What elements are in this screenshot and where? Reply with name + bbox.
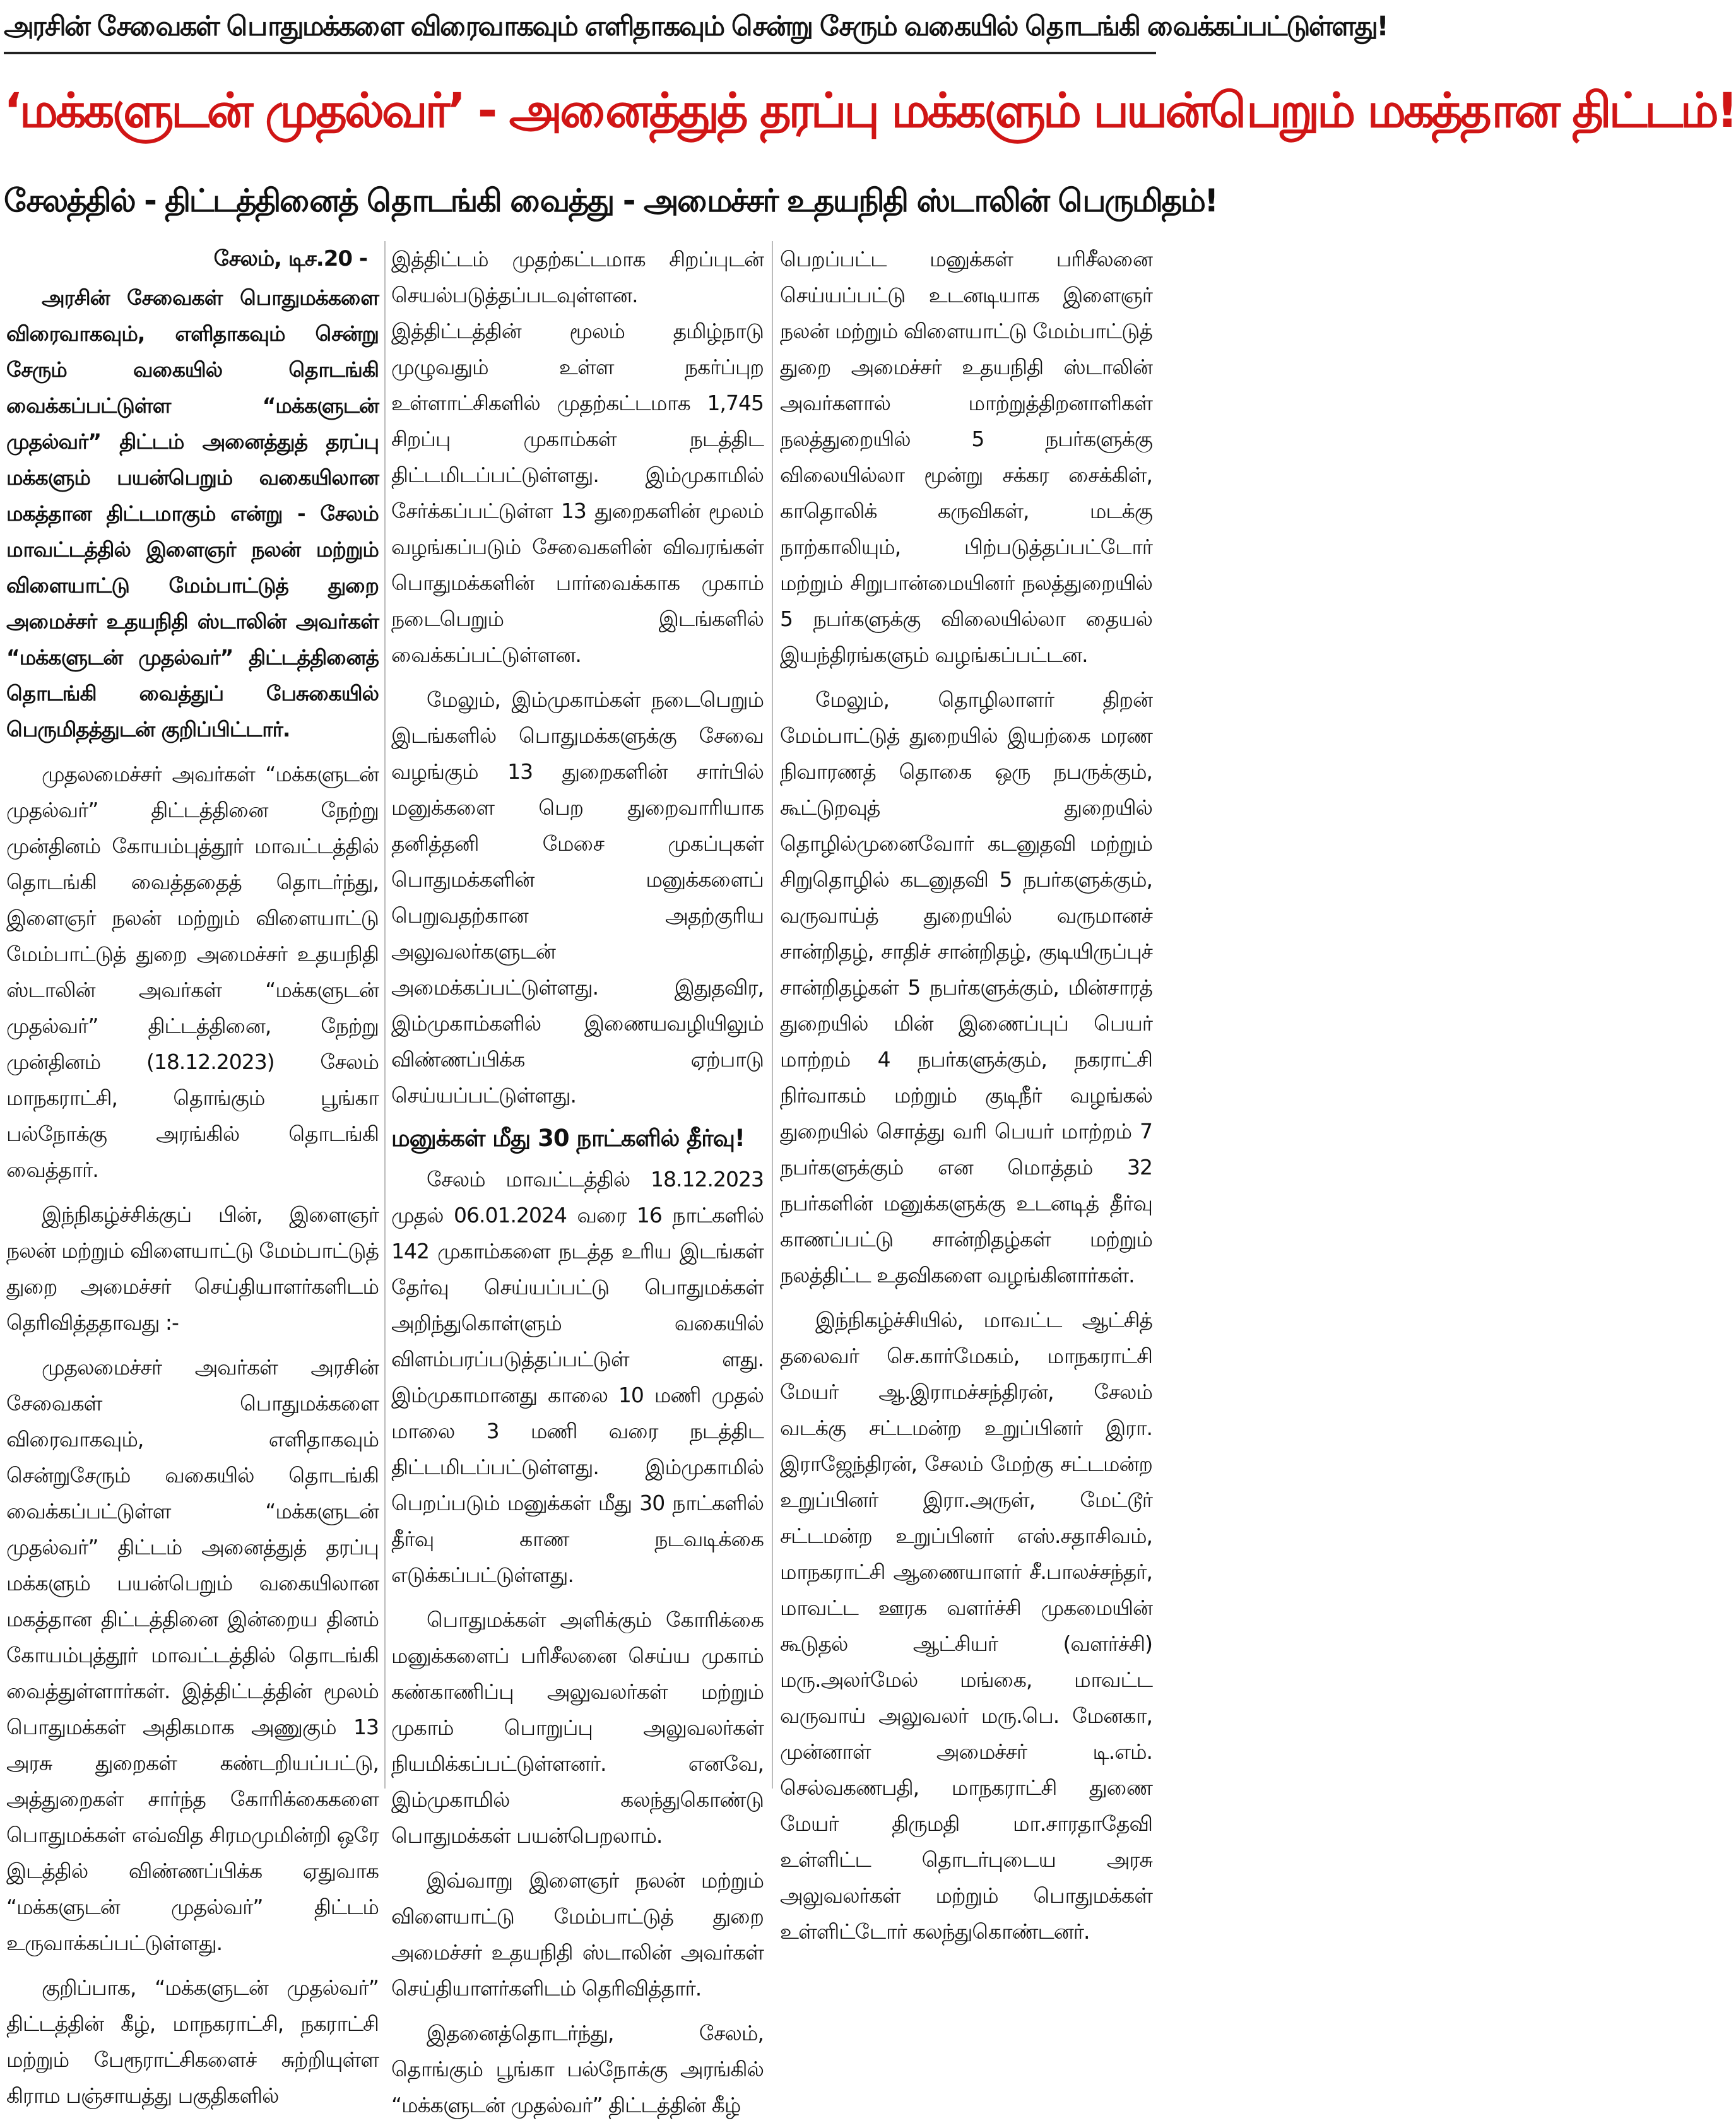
- body-paragraph: இந்நிகழ்ச்சியில், மாவட்ட ஆட்சித் தலைவர் செ.கார்மேகம், மாநகராட்சி மேயர் ஆ.இராமச்சந்திரன், சேலம் வடக்கு சட்டமன்ற உறுப்பினர் இரா. இராஜேந்திரன், சேலம் மேற்கு சட்டமன்ற உறுப்பினர் இரா.அருள், மேட்டூர் சட்டமன்ற உறுப்பினர் எஸ்.சதாசிவம், மாநகராட்சி ஆணையாளர் சீ.பாலச்சந்தர், மாவட்ட ஊரக வளர்ச்சி முகமையின் கூடுதல் ஆட்சியர் (வளர்ச்சி) மரு.அலர்மேல் மங்கை, மாவட்ட வருவாய் அலுவலர் மரு.பெ. மேனகா, முன்னாள் அமைச்சர் டி.எம். செல்வகணபதி, மாநகராட்சி துணை மேயர் திருமதி மா.சாரதாதேவி உள்ளிட்ட தொடர்புடைய அரசு அலுவலர்கள் மற்றும் பொதுமக்கள் உள்ளிட்டோர் கலந்துகொண்டனர்.: [780, 1308, 1152, 1944]
- body-paragraph: இவ்வாறு இளைஞர் நலன் மற்றும் விளையாட்டு மேம்பாட்டுத் துறை அமைச்சர் உதயநிதி ஸ்டாலின் அவர்கள் செய்தியாளர்களிடம் தெரிவித்தார்.: [391, 1868, 764, 2001]
- lead-paragraph: அரசின் சேவைகள் பொதுமக்களை விரைவாகவும், எளிதாகவும் சென்று சேரும் வகையில் தொடங்கி வைக்கப்பட்டுள்ள “மக்களுடன் முதல்வர்” திட்டம் அனைத்துத் தரப்பு மக்களும் பயன்பெறும் வகையிலான மகத்தான திட்டமாகும் என்று - சேலம் மாவட்டத்தில் இளைஞர் நலன் மற்றும் விளையாட்டு மேம்பாட்டுத் துறை அமைச்சர் உதயநிதி ஸ்டாலின் அவர்கள் “மக்களுடன் முதல்வர்” திட்டத்தினைத் தொடங்கி வைத்துப் பேசுகையில் பெருமிதத்துடன் குறிப்பிட்டார்.: [6, 285, 379, 742]
- column-divider: [772, 241, 773, 1789]
- body-paragraph: இதனைத்தொடர்ந்து, சேலம், தொங்கும் பூங்கா பல்நோக்கு அரங்கில் “மக்களுடன் முதல்வர்” திட்டத்தின் கீழ்: [391, 2021, 764, 2117]
- column-3: [780, 241, 1152, 1944]
- kicker-line: அரசின் சேவைகள் பொதுமக்களை விரைவாகவும் எளிதாகவும் சென்று சேரும் வகையில் தொடங்கி வைக்கப்பட்டுள்ளது!: [4, 4, 1156, 54]
- subheadline: சேலத்தில் - திட்டத்தினைத் தொடங்கி வைத்து - அமைச்சர் உதயநிதி ஸ்டாலின் பெருமிதம்!: [4, 182, 1217, 219]
- column-divider: [384, 241, 386, 1789]
- body-paragraph: முதலமைச்சர் அவர்கள் அரசின் சேவைகள் பொதுமக்களை விரைவாகவும், எளிதாகவும் சென்றுசேரும் வகையில் தொடங்கி வைக்கப்பட்டுள்ள “மக்களுடன் முதல்வர்” திட்டம் அனைத்துத் தரப்பு மக்களும் பயன்பெறும் வகையிலான மகத்தான திட்டத்தினை இன்றைய தினம் கோயம்புத்தூர் மாவட்டத்தில் தொடங்கி வைத்துள்ளார்கள். இத்திட்டத்தின் மூலம் பொதுமக்கள் அதிகமாக அணுகும் 13 அரசு துறைகள் கண்டறியப்பட்டு, அத்துறைகள் சார்ந்த கோரிக்கைகளை பொதுமக்கள் எவ்வித சிரமமுமின்றி ஒரே இடத்தில் விண்ணப்பிக்க ஏதுவாக “மக்களுடன் முதல்வர்” திட்டம் உருவாக்கப்பட்டுள்ளது.: [6, 1355, 379, 1955]
- section-subheading: மனுக்கள் மீது 30 நாட்களில் தீர்வு!: [391, 1125, 745, 1152]
- dateline: சேலம், டிச.20 -: [213, 246, 367, 271]
- body-paragraph: சேலம் மாவட்டத்தில் 18.12.2023 முதல் 06.01.2024 வரை 16 நாட்களில் 142 முகாம்களை நடத்த உரிய இடங்கள் தேர்வு செய்யப்பட்டு பொதுமக்கள் அறிந்துகொள்ளும் வகையில் விளம்பரப்படுத்தப்பட்டுள் ளது. இம்முகாமானது காலை 10 மணி முதல் மாலை 3 மணி வரை நடத்திட திட்டமிடப்பட்டுள்ளது. இம்முகாமில் பெறப்படும் மனுக்கள் மீது 30 நாட்களில் தீர்வு காண நடவடிக்கை எடுக்கப்பட்டுள்ளது.: [391, 1167, 764, 1587]
- body-paragraph: மேலும், தொழிலாளர் திறன் மேம்பாட்டுத் துறையில் இயற்கை மரண நிவாரணத் தொகை ஒரு நபருக்கும், கூட்டுறவுத் துறையில் தொழில்முனைவோர் கடனுதவி மற்றும் சிறுதொழில் கடனுதவி 5 நபர்களுக்கும், வருவாய்த் துறையில் வருமானச் சான்றிதழ், சாதிச் சான்றிதழ், குடியிருப்புச் சான்றிதழ்கள் 5 நபர்களுக்கும், மின்சாரத் துறையில் மின் இணைப்புப் பெயர் மாற்றம் 4 நபர்களுக்கும், நகராட்சி நிர்வாகம் மற்றும் குடிநீர் வழங்கல் துறையில் சொத்து வரி பெயர் மாற்றம் 7 நபர்களுக்கும் என மொத்தம் 32 நபர்களின் மனுக்களுக்கு உடனடித் தீர்வு காணப்பட்டு சான்றிதழ்கள் மற்றும் நலத்திட்ட உதவிகளை வழங்கினார்கள்.: [780, 687, 1152, 1287]
- body-paragraph: மேலும், இம்முகாம்கள் நடைபெறும் இடங்களில் பொதுமக்களுக்கு சேவை வழங்கும் 13 துறைகளின் சார்பில் மனுக்களை பெற துறைவாரியாக தனித்தனி மேசை முகப்புகள் பொதுமக்களின் மனுக்களைப் பெறுவதற்கான அதற்குரிய அலுவலர்களுடன் அமைக்கப்பட்டுள்ளது. இதுதவிர, இம்முகாம்களில் இணையவழியிலும் விண்ணப்பிக்க ஏற்பாடு செய்யப்பட்டுள்ளது.: [391, 687, 764, 1108]
- body-paragraph: குறிப்பாக, “மக்களுடன் முதல்வர்” திட்டத்தின் கீழ், மாநகராட்சி, நகராட்சி மற்றும் பேரூராட்சிகளைச் சுற்றியுள்ள கிராம பஞ்சாயத்து பகுதிகளில்: [6, 1975, 379, 2108]
- column-2: [391, 241, 764, 2117]
- body-paragraph: இத்திட்டம் முதற்கட்டமாக சிறப்புடன் செயல்படுத்தப்படவுள்ளன. இத்திட்டத்தின் மூலம் தமிழ்நாடு முழுவதும் உள்ள நகர்ப்புற உள்ளாட்சிகளில் முதற்கட்டமாக 1,745 சிறப்பு முகாம்கள் நடத்திட திட்டமிடப்பட்டுள்ளது. இம்முகாமில் சேர்க்கப்பட்டுள்ள 13 துறைகளின் மூலம் வழங்கப்படும் சேவைகளின் விவரங்கள் பொதுமக்களின் பார்வைக்காக முகாம் நடைபெறும் இடங்களில் வைக்கப்பட்டுள்ளன.: [391, 247, 764, 667]
- headline: ‘மக்களுடன் முதல்வர்’ - அனைத்துத் தரப்பு மக்களும் பயன்பெறும் மகத்தான திட்டம்!: [4, 82, 1736, 138]
- column-1: [6, 241, 379, 2108]
- body-paragraph: இந்நிகழ்ச்சிக்குப் பின், இளைஞர் நலன் மற்றும் விளையாட்டு மேம்பாட்டுத் துறை அமைச்சர் செய்தியாளர்களிடம் தெரிவித்ததாவது :-: [6, 1202, 379, 1335]
- body-paragraph: முதலமைச்சர் அவர்கள் “மக்களுடன் முதல்வர்” திட்டத்தினை நேற்று முன்தினம் கோயம்புத்தூர் மாவட்டத்தில் தொடங்கி வைத்ததைத் தொடர்ந்து, இளைஞர் நலன் மற்றும் விளையாட்டு மேம்பாட்டுத் துறை அமைச்சர் உதயநிதி ஸ்டாலின் அவர்கள் “மக்களுடன் முதல்வர்” திட்டத்தினை, நேற்று முன்தினம் (18.12.2023) சேலம் மாநகராட்சி, தொங்கும் பூங்கா பல்நோக்கு அரங்கில் தொடங்கி வைத்தார்.: [6, 762, 379, 1182]
- body-paragraph: பெறப்பட்ட மனுக்கள் பரிசீலனை செய்யப்பட்டு உடனடியாக இளைஞர் நலன் மற்றும் விளையாட்டு மேம்பாட்டுத் துறை அமைச்சர் உதயநிதி ஸ்டாலின் அவர்களால் மாற்றுத்திறனாளிகள் நலத்துறையில் 5 நபர்களுக்கு விலையில்லா மூன்று சக்கர சைக்கிள், காதொலிக் கருவிகள், மடக்கு நாற்காலியும், பிற்படுத்தப்பட்டோர் மற்றும் சிறுபான்மையினர் நலத்துறையில் 5 நபர்களுக்கு விலையில்லா தையல் இயந்திரங்களும் வழங்கப்பட்டன.: [780, 247, 1152, 667]
- body-paragraph: பொதுமக்கள் அளிக்கும் கோரிக்கை மனுக்களைப் பரிசீலனை செய்ய முகாம் கண்காணிப்பு அலுவலர்கள் மற்றும் முகாம் பொறுப்பு அலுவலர்கள் நியமிக்கப்பட்டுள்ளனர். எனவே, இம்முகாமில் கலந்துகொண்டு பொதுமக்கள் பயன்பெறலாம்.: [391, 1607, 764, 1848]
